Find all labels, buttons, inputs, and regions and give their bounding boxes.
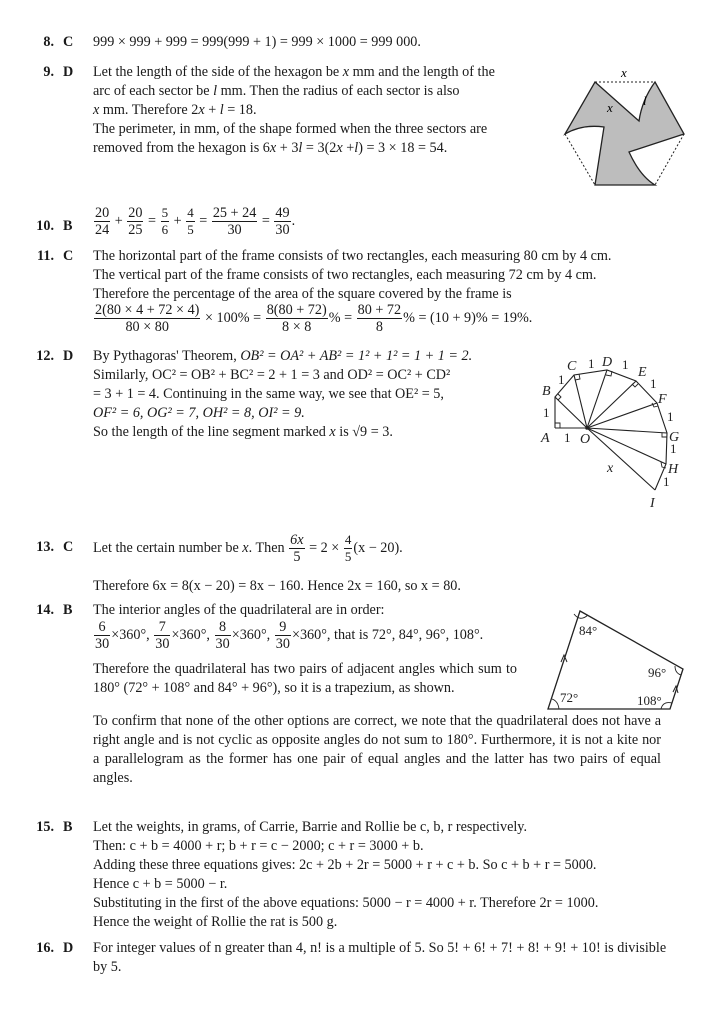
operator: × 100% = xyxy=(204,309,262,326)
segment-OC xyxy=(574,375,587,428)
operator: = 2 × xyxy=(309,539,340,556)
operator: % = xyxy=(328,309,353,326)
text-run: mm. Therefore 2 xyxy=(102,102,199,118)
angle-label-108: 108° xyxy=(637,693,662,708)
label-E: E xyxy=(638,365,647,380)
fraction: $\frac{8}{30}$ xyxy=(215,619,230,652)
hexagon-sectors-diagram xyxy=(560,60,710,195)
segment-OH xyxy=(587,428,666,464)
text-run: = 3(2 xyxy=(305,140,337,156)
operator: ×360° xyxy=(231,626,267,643)
text-run: (x − 20). xyxy=(353,539,403,556)
percentage-equation xyxy=(93,302,611,335)
operator: ×360° xyxy=(291,626,327,643)
var-x: x xyxy=(93,102,100,118)
var-l: l xyxy=(298,140,303,156)
question-number: 13. xyxy=(36,539,54,555)
label-x: x xyxy=(607,461,614,476)
fraction: $\frac{9}{30}$ xyxy=(275,619,290,652)
text-run: By Pythagoras' Theorem, xyxy=(93,348,241,364)
text-run: + 3 xyxy=(279,140,299,156)
fraction: $\frac{80 + 72}{8}$ xyxy=(357,302,402,335)
text-line: Let the weights, in grams, of Carrie, Barrie and Rollie be c, b, r respectively. xyxy=(93,819,528,835)
var-x: x xyxy=(342,64,350,80)
fraction: $\frac{8(80 + 72)}{8 \times 8}$ xyxy=(266,302,327,335)
label-unit: 1 xyxy=(588,356,595,371)
fraction: $\frac{49}{30}$ xyxy=(275,205,290,238)
var-x: x xyxy=(329,424,336,440)
operator: = xyxy=(199,212,208,229)
text-line: Therefore 6x = 8(x − 20) = 8x − 160. Hence 2x = 160, so x = 80. xyxy=(93,578,461,594)
segment-OG xyxy=(587,428,667,433)
text-run: , that is 72°, 84°, 96°, 108°. xyxy=(326,626,484,643)
fraction: $\frac{5}{6}$ xyxy=(161,205,169,237)
segment-OE xyxy=(587,381,636,428)
fraction: $\frac{4}{5}$ xyxy=(187,205,194,237)
answer-letter: D xyxy=(63,940,74,956)
var-l: l xyxy=(219,102,224,118)
text-run: . Then xyxy=(248,539,285,556)
label-A: A xyxy=(541,431,550,446)
text-line: Substituting in the first of the above equations: 5000 − r = 4000 + r. Therefore 2r = 1000. xyxy=(93,895,599,911)
text-run: removed from the hexagon is 6 xyxy=(93,140,270,156)
solution-text: For integer values of n greater than 4, n! is a multiple of 5. So 5! + 6! + 7! + 8! + 9! + 10! is divisible by 5. xyxy=(93,940,667,975)
text-run: Let the certain number be xyxy=(93,539,239,556)
label-unit: 1 xyxy=(667,409,674,424)
answer-letter: D xyxy=(63,348,74,364)
text-line: Adding these three equations gives: 2c + 2b + 2r = 5000 + r + c + b. So c + b + r = 5000. xyxy=(93,857,597,873)
label-B: B xyxy=(542,384,551,399)
question-number: 11. xyxy=(37,248,54,264)
pythagoras-spiral-diagram xyxy=(520,340,720,520)
segment-OF xyxy=(587,403,657,428)
question-number: 9. xyxy=(43,64,54,80)
text-line: Similarly, OC² = OB² + BC² = 2 + 1 = 3 and OD² = OC² + CD² xyxy=(93,367,451,383)
label-side-x: x xyxy=(607,100,613,115)
fraction: $\frac{25 + 24}{30}$ xyxy=(212,205,257,238)
label-arc-l: l xyxy=(643,93,647,108)
label-O: O xyxy=(580,432,591,447)
fraction-equation xyxy=(93,205,295,238)
solution-text: 999 × 999 + 999 = 999(999 + 1) = 999 × 1000 = 999 000. xyxy=(93,34,421,50)
operator: + xyxy=(173,212,182,229)
label-H: H xyxy=(668,462,679,477)
text-run: The perimeter, in mm, of the shape formed when the three sectors are xyxy=(93,121,488,137)
label-unit: 1 xyxy=(670,441,677,456)
angle-label-96: 96° xyxy=(648,665,667,680)
question-number: 10. xyxy=(36,218,54,234)
segment-OD xyxy=(587,370,607,428)
text-line: Therefore the percentage of the area of the square covered by the frame is xyxy=(93,286,512,302)
fraction: $\frac{7}{30}$ xyxy=(155,619,170,652)
answer-letter: B xyxy=(63,602,73,618)
answer-letter: C xyxy=(63,34,74,50)
fraction: $\frac{20}{24}$ xyxy=(95,205,110,238)
label-unit: 1 xyxy=(622,357,629,372)
operator: + xyxy=(114,212,123,229)
label-unit: 1 xyxy=(558,372,565,387)
text-run: mm and the length of the xyxy=(352,64,495,80)
text-run: arc of each sector be xyxy=(93,83,210,99)
solution-text xyxy=(93,347,472,442)
label-unit: 1 xyxy=(650,376,657,391)
var-x: x xyxy=(198,102,205,118)
answer-letter: D xyxy=(63,64,74,80)
label-unit: 1 xyxy=(564,430,571,445)
text-run: + xyxy=(208,102,217,118)
segment-OI xyxy=(587,428,655,490)
solution-text xyxy=(93,247,611,335)
angles-equation: $\frac{6}{30}$ ×360°, $\frac{7}{30}$ ×360°, $\frac{8}{30}$ ×360°, $\frac{9}{30}$ ×360°, that is 72°, 84°, 96°, 108°. xyxy=(95,619,484,652)
label-C: C xyxy=(567,359,577,374)
text-run: So the length of the line segment marked xyxy=(93,424,330,440)
var-l: l xyxy=(354,140,359,156)
text-run: ) = 3 × 18 = 54. xyxy=(358,140,448,156)
math-run: OB² = OA² + AB² = 1² + 1² = 1 + 1 = 2. xyxy=(240,348,473,364)
solution-text xyxy=(93,63,495,158)
fraction: $\frac{4}{5}$ xyxy=(344,532,352,564)
text-run: Let the length of the side of the hexagon be xyxy=(93,64,340,80)
paragraph: To confirm that none of the other options are correct, we note that the quadrilateral does not have a right angle and is not cyclic as opposite angles do not sum to 180°. Furthermore, it is not a kite nor a parallelogram as the former has one pair of equal angles and the latter has two pairs of equal angles. xyxy=(93,713,661,786)
text-run: = 18. xyxy=(227,102,257,118)
var-l: l xyxy=(213,83,218,99)
operator: ×360° xyxy=(171,626,207,643)
question-number: 12. xyxy=(36,348,54,364)
answer-letter: B xyxy=(63,819,73,835)
question-number: 15. xyxy=(36,819,54,835)
fraction: $\frac{6}{30}$ xyxy=(95,619,110,652)
text-line: Hence the weight of Rollie the rat is 500 g. xyxy=(93,914,338,930)
solution-text xyxy=(93,818,598,932)
solution-text xyxy=(93,532,461,596)
text-run: mm. Then the radius of each sector is also xyxy=(220,83,460,99)
angle-arc xyxy=(552,699,559,709)
fraction: $\frac{6x}{5}$ xyxy=(290,532,304,565)
dashed-edge-left xyxy=(565,134,595,185)
var-x: x xyxy=(242,539,249,556)
answer-letter: B xyxy=(63,218,73,234)
answer-letter: C xyxy=(63,248,74,264)
text-run: + xyxy=(346,140,355,156)
operator: . xyxy=(291,212,296,229)
question-number: 16. xyxy=(36,940,54,956)
var-x: x xyxy=(336,140,343,156)
operator: ×360° xyxy=(111,626,147,643)
paragraph: Therefore the quadrilateral has two pairs of adjacent angles which sum to 180° (72° + 108° and 84° + 96°), so it is a trapezium, as shown. xyxy=(93,661,517,696)
trapezium-diagram xyxy=(530,600,720,720)
operator: = xyxy=(148,212,157,229)
text-run: is √9 = 3. xyxy=(335,424,393,440)
fraction: $\frac{2(80 \times 4 + 72 \times 4)}{80 \times 80}$ xyxy=(95,302,200,335)
text-line: The interior angles of the quadrilateral are in order: xyxy=(93,602,385,618)
question-number: 8. xyxy=(43,34,54,50)
text-line: = 3 + 1 = 4. Continuing in the same way, we see that OE² = 5, xyxy=(93,386,444,402)
text-line: Then: c + b = 4000 + r; b + r = c − 2000; c + r = 3000 + b. xyxy=(93,838,424,854)
angle-label-84: 84° xyxy=(579,623,598,638)
label-D: D xyxy=(602,355,613,370)
text-line: The vertical part of the frame consists of two rectangles, each measuring 72 cm by 4 cm. xyxy=(93,267,597,283)
label-I: I xyxy=(650,496,655,511)
label-unit: 1 xyxy=(663,474,670,489)
origin-point xyxy=(585,426,589,430)
label-G: G xyxy=(669,430,680,445)
label-F: F xyxy=(658,392,667,407)
shaded-shape xyxy=(565,82,684,185)
answer-letter: C xyxy=(63,539,74,555)
label-top-x: x xyxy=(621,65,627,80)
question-number: 14. xyxy=(36,602,54,618)
operator: % = (10 + 9)% = 19%. xyxy=(403,309,533,326)
angle-label-72: 72° xyxy=(560,690,579,705)
fraction: $\frac{20}{25}$ xyxy=(128,205,143,238)
var-x: x xyxy=(269,140,277,156)
operator: = xyxy=(261,212,270,229)
text-line: The horizontal part of the frame consists of two rectangles, each measuring 80 cm by 4 cm. xyxy=(93,248,612,264)
text-line: OF² = 6, OG² = 7, OH² = 8, OI² = 9. xyxy=(93,405,305,421)
text-line: Hence c + b = 5000 − r. xyxy=(93,876,228,892)
label-unit: 1 xyxy=(543,405,550,420)
